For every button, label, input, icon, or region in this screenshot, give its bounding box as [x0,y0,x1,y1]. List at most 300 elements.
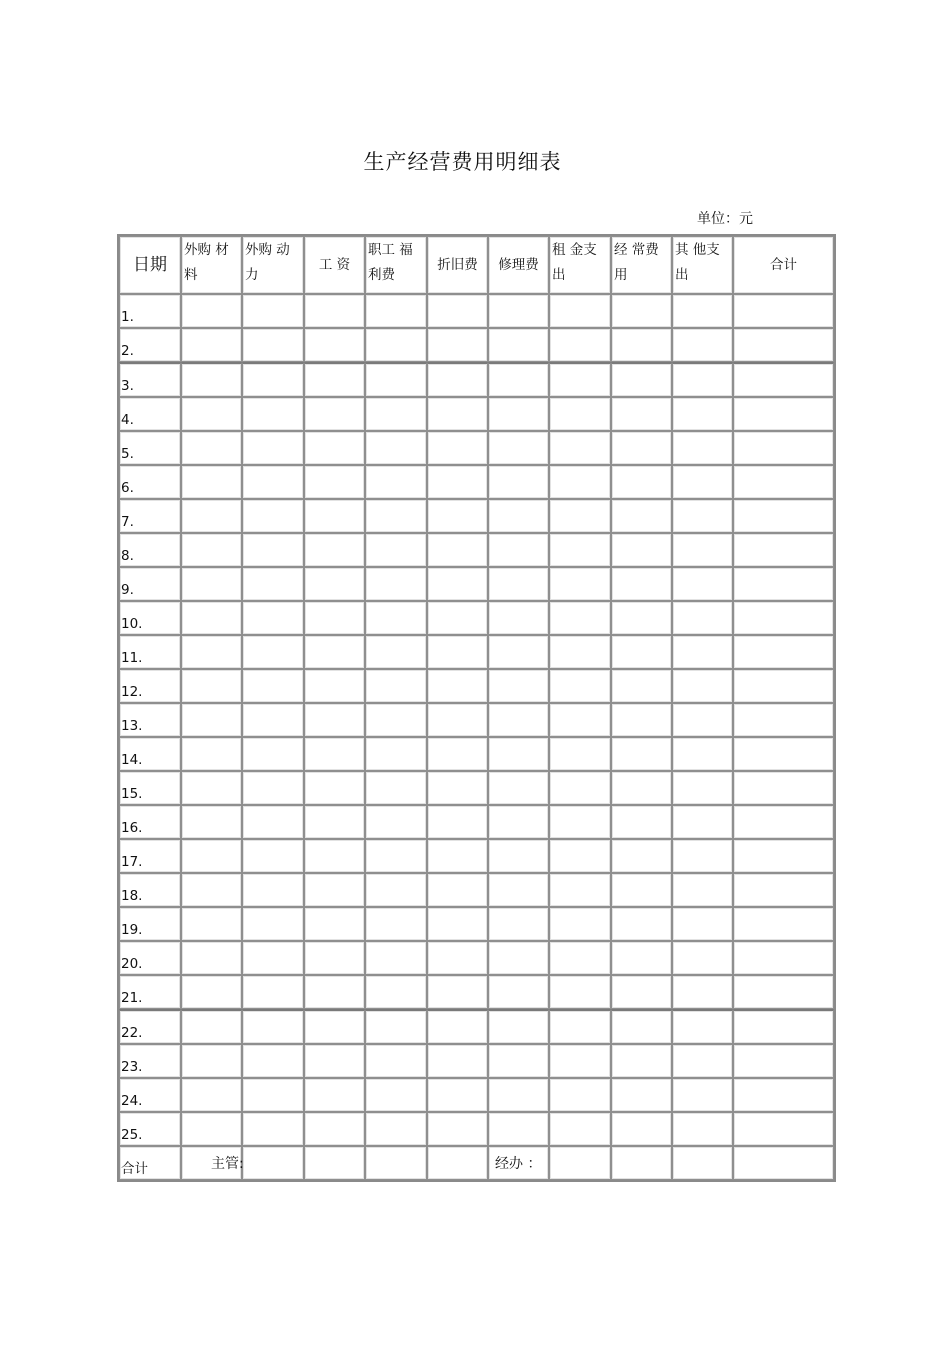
table-cell[interactable] [427,1146,488,1180]
table-cell[interactable] [365,873,427,907]
table-cell[interactable] [242,941,304,975]
table-cell[interactable] [611,294,672,328]
table-cell[interactable] [611,1078,672,1112]
table-cell[interactable] [181,533,242,567]
table-cell[interactable] [304,362,365,397]
table-cell[interactable] [427,941,488,975]
table-cell[interactable] [611,397,672,431]
row-label: 24. [119,1078,181,1112]
table-cell[interactable] [672,567,733,601]
table-cell[interactable] [181,328,242,362]
table-cell[interactable] [181,1044,242,1078]
table-cell[interactable] [672,533,733,567]
table-cell[interactable] [304,328,365,362]
table-cell[interactable] [549,805,611,839]
table-cell[interactable] [304,941,365,975]
row-label: 4. [119,397,181,431]
table-cell[interactable] [427,601,488,635]
table-cell[interactable] [672,703,733,737]
table-body [119,294,834,1180]
table-cell[interactable] [549,362,611,397]
table-cell[interactable] [549,328,611,362]
table-cell[interactable] [427,669,488,703]
table-cell[interactable] [304,907,365,941]
table-cell[interactable] [611,1112,672,1146]
table-cell[interactable] [304,839,365,873]
table-cell[interactable] [733,1146,834,1180]
table-cell[interactable] [242,1009,304,1044]
table-cell[interactable] [242,975,304,1009]
table-cell[interactable] [304,1112,365,1146]
table-cell[interactable] [549,737,611,771]
table-cell[interactable] [427,703,488,737]
row-label: 23. [119,1044,181,1078]
table-cell[interactable] [733,362,834,397]
table-cell[interactable] [549,975,611,1009]
table-cell[interactable] [365,431,427,465]
table-cell[interactable] [733,1112,834,1146]
row-label: 22. [119,1009,181,1044]
table-cell[interactable] [488,737,549,771]
table-cell[interactable] [672,1146,733,1180]
table-cell[interactable] [365,737,427,771]
table-cell[interactable] [549,465,611,499]
table-cell[interactable] [365,839,427,873]
table-cell[interactable] [427,397,488,431]
table-cell[interactable] [365,805,427,839]
table-cell[interactable] [611,328,672,362]
table-cell[interactable] [304,294,365,328]
page-title: 生产经营费用明细表 [363,150,562,174]
table-row [119,839,834,873]
table-cell[interactable] [488,1009,549,1044]
table-row [119,1112,834,1146]
table-cell[interactable] [365,601,427,635]
table-row [119,907,834,941]
table-cell[interactable] [549,941,611,975]
table-cell[interactable] [611,839,672,873]
table-cell[interactable] [304,975,365,1009]
row-label: 8. [119,533,181,567]
table-row [119,397,834,431]
table-cell[interactable] [733,839,834,873]
table-cell[interactable] [549,499,611,533]
table-cell[interactable] [549,567,611,601]
table-cell[interactable] [365,907,427,941]
table-cell[interactable] [427,328,488,362]
table-cell[interactable] [672,1078,733,1112]
table-cell[interactable] [365,397,427,431]
table-cell[interactable] [733,1044,834,1078]
table-cell[interactable] [672,941,733,975]
table-cell[interactable] [181,294,242,328]
table-row [119,1044,834,1078]
table-cell[interactable] [733,975,834,1009]
table-cell[interactable] [611,635,672,669]
table-cell[interactable] [611,362,672,397]
table-cell[interactable] [733,328,834,362]
table-cell[interactable] [181,669,242,703]
table-cell[interactable] [611,601,672,635]
table-cell[interactable] [427,975,488,1009]
table-cell[interactable] [549,1112,611,1146]
table-cell[interactable] [427,805,488,839]
table-cell[interactable] [611,805,672,839]
table-cell[interactable] [611,567,672,601]
column-header: 日期 [119,236,181,294]
table-cell[interactable] [365,465,427,499]
table-cell[interactable] [181,975,242,1009]
table-cell[interactable] [733,601,834,635]
table-cell[interactable] [611,703,672,737]
table-row [119,703,834,737]
table-cell[interactable] [488,975,549,1009]
table-cell[interactable] [242,839,304,873]
table-cell[interactable] [488,499,549,533]
table-cell[interactable] [365,533,427,567]
table-cell[interactable] [672,975,733,1009]
table-row [119,499,834,533]
table-cell[interactable] [427,1044,488,1078]
table-cell[interactable] [242,499,304,533]
table-cell[interactable] [549,601,611,635]
unit-label: 单位：元 [697,211,753,227]
table-cell[interactable] [549,431,611,465]
table-cell[interactable] [488,1078,549,1112]
table-cell[interactable] [242,294,304,328]
table-cell[interactable] [611,533,672,567]
table-cell[interactable] [611,737,672,771]
table-row [119,1009,834,1044]
table-cell[interactable] [427,362,488,397]
table-cell[interactable] [427,1009,488,1044]
table-cell[interactable] [242,873,304,907]
table-cell[interactable] [365,941,427,975]
table-cell[interactable] [549,635,611,669]
table-cell[interactable] [181,839,242,873]
table-cell[interactable] [242,1112,304,1146]
table-cell[interactable] [611,771,672,805]
table-cell[interactable] [733,669,834,703]
table-cell[interactable] [427,1078,488,1112]
table-cell[interactable] [304,1044,365,1078]
table-cell[interactable] [242,601,304,635]
table-cell[interactable] [181,567,242,601]
table-cell[interactable] [611,941,672,975]
table-cell[interactable] [304,635,365,669]
table-cell[interactable] [242,465,304,499]
table-cell[interactable] [549,1146,611,1180]
table-cell[interactable] [611,499,672,533]
table-cell[interactable] [611,669,672,703]
table-cell[interactable] [733,294,834,328]
table-cell[interactable] [672,1044,733,1078]
table-cell[interactable] [549,907,611,941]
row-label: 25. [119,1112,181,1146]
table-cell[interactable] [242,737,304,771]
table-cell[interactable] [672,465,733,499]
table-cell[interactable] [242,1146,304,1180]
table-cell[interactable] [672,362,733,397]
table-cell[interactable] [304,1078,365,1112]
table-cell[interactable] [427,771,488,805]
row-label: 13. [119,703,181,737]
table-cell[interactable] [672,499,733,533]
table-cell[interactable] [733,737,834,771]
table-cell[interactable] [242,1044,304,1078]
row-label: 11. [119,635,181,669]
table-cell[interactable] [672,601,733,635]
table-cell[interactable] [488,567,549,601]
table-cell[interactable] [733,1078,834,1112]
table-cell[interactable] [304,1146,365,1180]
table-cell[interactable] [242,362,304,397]
table-cell[interactable] [549,1078,611,1112]
table-cell[interactable] [427,873,488,907]
table-cell[interactable] [549,839,611,873]
table-cell[interactable] [365,1044,427,1078]
table-cell[interactable] [488,635,549,669]
table-cell[interactable] [365,328,427,362]
table-cell[interactable] [365,703,427,737]
table-cell[interactable] [488,431,549,465]
table-cell[interactable] [181,499,242,533]
supervisor-label: 主管: [211,1156,244,1172]
table-cell[interactable] [488,669,549,703]
table-cell[interactable] [733,1009,834,1044]
table-cell[interactable] [672,669,733,703]
table-cell[interactable] [181,601,242,635]
table-cell[interactable] [304,567,365,601]
table-cell[interactable] [365,1146,427,1180]
table-cell[interactable] [427,907,488,941]
table-cell[interactable] [242,567,304,601]
table-cell[interactable] [611,1146,672,1180]
table-row [119,328,834,362]
table-cell[interactable] [672,294,733,328]
table-cell[interactable] [488,533,549,567]
table-cell[interactable] [427,635,488,669]
table-cell[interactable] [242,533,304,567]
table-cell[interactable] [181,465,242,499]
table-cell[interactable] [365,362,427,397]
table-cell[interactable] [733,397,834,431]
table-cell[interactable] [488,839,549,873]
table-cell[interactable] [488,771,549,805]
table-cell[interactable] [242,771,304,805]
table-cell[interactable] [181,737,242,771]
table-cell[interactable] [488,362,549,397]
table-cell[interactable] [488,1044,549,1078]
table-cell[interactable] [242,907,304,941]
table-cell[interactable] [304,397,365,431]
table-cell[interactable] [181,941,242,975]
table-cell[interactable] [181,1009,242,1044]
table-cell[interactable] [427,533,488,567]
table-cell[interactable] [672,737,733,771]
table-row [119,635,834,669]
table-cell[interactable] [611,975,672,1009]
table-cell[interactable] [181,771,242,805]
table-cell[interactable] [488,601,549,635]
table-cell[interactable] [549,771,611,805]
table-cell[interactable] [181,873,242,907]
table-cell[interactable] [733,465,834,499]
table-cell[interactable] [427,567,488,601]
table-row [119,431,834,465]
table-cell[interactable] [733,941,834,975]
table-cell[interactable] [488,703,549,737]
table-cell[interactable] [488,1112,549,1146]
table-cell[interactable] [733,703,834,737]
table-row [119,737,834,771]
table-cell[interactable] [611,431,672,465]
table-cell[interactable] [427,431,488,465]
table-cell[interactable] [304,499,365,533]
table-cell[interactable] [365,499,427,533]
table-cell[interactable] [549,1009,611,1044]
column-header: 修理费 [488,236,549,294]
table-cell[interactable] [733,533,834,567]
table-cell[interactable] [181,635,242,669]
table-cell[interactable] [549,1044,611,1078]
table-cell[interactable] [427,839,488,873]
table-cell[interactable] [611,1044,672,1078]
table-cell[interactable] [549,703,611,737]
table-cell[interactable] [304,533,365,567]
row-label: 17. [119,839,181,873]
table-cell[interactable] [672,328,733,362]
table-cell[interactable] [488,328,549,362]
table-cell[interactable] [427,737,488,771]
table-cell[interactable] [672,1112,733,1146]
table-cell[interactable] [365,975,427,1009]
table-cell[interactable] [733,499,834,533]
table-row [119,669,834,703]
row-label: 21. [119,975,181,1009]
table-cell[interactable] [242,703,304,737]
table-cell[interactable] [733,805,834,839]
row-label: 16. [119,805,181,839]
table-cell[interactable] [611,1009,672,1044]
table-cell[interactable] [181,397,242,431]
table-cell[interactable] [304,1009,365,1044]
row-label: 5. [119,431,181,465]
table-cell[interactable] [488,294,549,328]
table-cell[interactable] [304,703,365,737]
table-cell[interactable] [611,907,672,941]
table-cell[interactable] [549,669,611,703]
table-cell[interactable] [549,294,611,328]
table-cell[interactable] [488,907,549,941]
table-cell[interactable] [733,635,834,669]
table-header-row [119,236,834,294]
table-cell[interactable] [672,873,733,907]
table-cell[interactable] [304,431,365,465]
table-cell[interactable] [427,1112,488,1146]
column-header: 其 他支出 [672,236,733,294]
table-cell[interactable] [304,669,365,703]
table-cell[interactable] [242,328,304,362]
column-header: 职工 福利费 [365,236,427,294]
column-header: 工 资 [304,236,365,294]
table-cell[interactable] [488,941,549,975]
table-cell[interactable] [365,1112,427,1146]
table-cell[interactable] [242,635,304,669]
table-cell[interactable] [365,669,427,703]
table-cell[interactable] [304,737,365,771]
table-cell[interactable] [181,1078,242,1112]
table-cell[interactable] [181,431,242,465]
table-cell[interactable] [488,397,549,431]
table-cell[interactable] [672,907,733,941]
table-cell[interactable] [672,635,733,669]
column-header: 经 常费用 [611,236,672,294]
table-cell[interactable] [488,873,549,907]
table-cell[interactable] [672,1009,733,1044]
table-cell[interactable] [549,397,611,431]
table-cell[interactable] [365,294,427,328]
table-cell[interactable] [549,533,611,567]
table-cell[interactable] [611,873,672,907]
table-cell[interactable] [365,771,427,805]
table-cell[interactable] [181,703,242,737]
table-cell[interactable] [611,465,672,499]
table-cell[interactable] [242,1078,304,1112]
table-row [119,805,834,839]
table-cell[interactable] [365,1009,427,1044]
table-cell[interactable] [181,362,242,397]
table-cell[interactable] [672,805,733,839]
row-label: 合计 [119,1146,181,1180]
table-cell[interactable] [365,1078,427,1112]
table-cell[interactable] [242,431,304,465]
table-cell[interactable] [672,397,733,431]
row-label: 12. [119,669,181,703]
table-cell[interactable] [427,294,488,328]
table-cell[interactable] [488,465,549,499]
table-cell[interactable] [427,499,488,533]
table-cell[interactable] [733,431,834,465]
table-cell[interactable] [672,839,733,873]
table-cell[interactable] [242,397,304,431]
row-label: 7. [119,499,181,533]
table-cell[interactable] [304,805,365,839]
table-cell[interactable] [365,635,427,669]
table-cell[interactable] [672,771,733,805]
table-cell[interactable] [242,805,304,839]
table-cell[interactable] [733,771,834,805]
table-cell[interactable] [242,669,304,703]
table-cell[interactable] [304,771,365,805]
table-cell[interactable] [181,907,242,941]
table-cell[interactable] [733,873,834,907]
row-label: 19. [119,907,181,941]
table-cell[interactable] [549,873,611,907]
table-cell[interactable] [365,567,427,601]
table-cell[interactable] [181,805,242,839]
table-cell[interactable] [488,805,549,839]
table-row [119,294,834,328]
table-cell[interactable] [427,465,488,499]
table-cell[interactable] [672,431,733,465]
table-cell[interactable] [733,907,834,941]
table-cell[interactable] [733,567,834,601]
table-cell[interactable] [304,873,365,907]
table-cell[interactable] [304,601,365,635]
table-cell[interactable] [304,465,365,499]
table-cell[interactable] [181,1112,242,1146]
